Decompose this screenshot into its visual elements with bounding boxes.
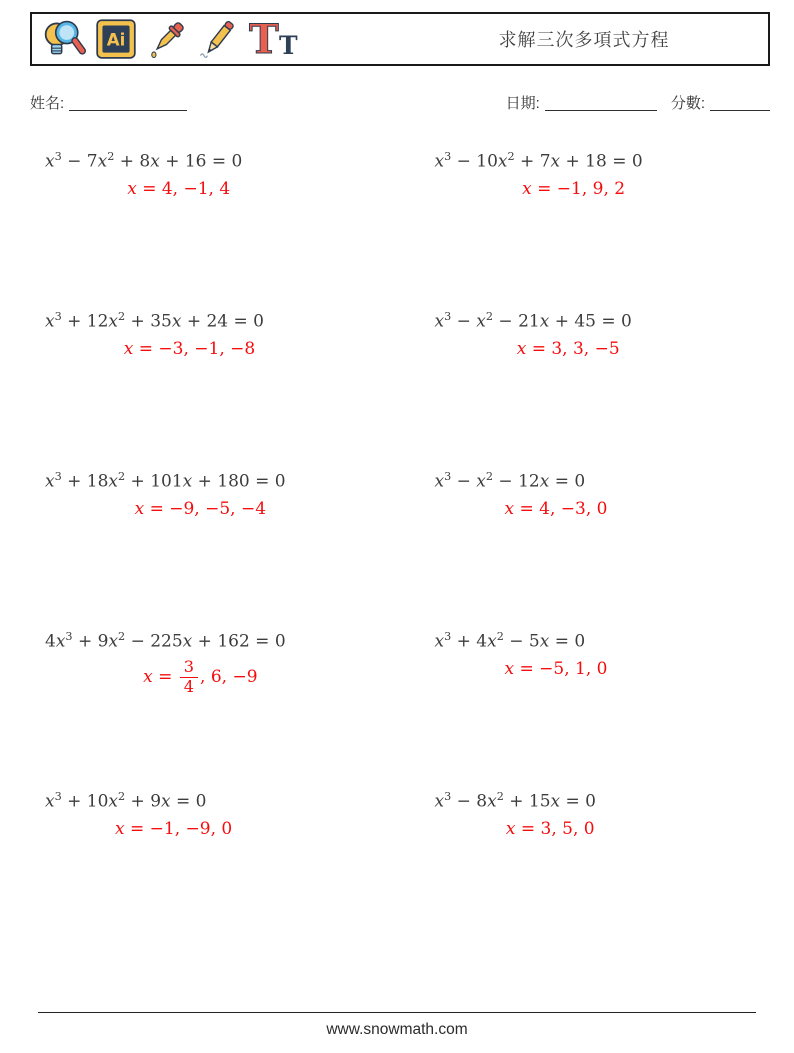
problem-cell — [45, 462, 411, 622]
footer-divider — [38, 1012, 756, 1013]
equation: $x^3 - x^2 - 21x + 45 = 0$ — [434, 310, 632, 332]
problem — [45, 310, 264, 359]
date-label: 日期: — [505, 95, 540, 112]
equation: $x^3 - 7x^2 + 8x + 16 = 0$ — [45, 150, 243, 172]
page-title: 求解三次多項式方程 — [498, 30, 670, 50]
problems-grid — [45, 142, 776, 942]
answer: x = −9, −5, −4 — [134, 498, 267, 519]
equation: $x^3 + 12x^2 + 35x + 24 = 0$ — [45, 310, 264, 332]
answer: x = 3, 3, −5 — [516, 338, 620, 359]
svg-text:T: T — [249, 17, 279, 61]
answer: x = $\frac{3}{4}$ , 6, −9 — [143, 656, 258, 696]
title-wrap — [400, 14, 768, 64]
answer: x = −3, −1, −8 — [123, 338, 256, 359]
svg-text:Ai: Ai — [106, 30, 126, 50]
problem-cell — [411, 462, 777, 622]
search-lightbulb-icon — [42, 17, 86, 61]
problem — [435, 310, 632, 359]
text-tool-icon — [248, 17, 302, 61]
equation: $x^3 + 4x^2 - 5x = 0$ — [434, 630, 586, 652]
problem-cell — [45, 142, 411, 302]
header-toolbar — [32, 14, 400, 64]
score-blank-line — [710, 97, 770, 111]
date-blank-line — [545, 97, 657, 111]
problem-cell — [411, 142, 777, 302]
equation: $x^3 + 18x^2 + 101x + 180 = 0$ — [45, 470, 286, 492]
problem — [435, 790, 597, 839]
ai-logo-icon — [95, 18, 137, 60]
fraction: $\frac{3}{4}$ — [180, 659, 198, 696]
svg-text:T: T — [279, 31, 298, 60]
equation: $x^3 - x^2 - 12x = 0$ — [434, 470, 586, 492]
footer-url: www.snowmath.com — [326, 1021, 468, 1038]
equation: $x^3 - 10x^2 + 7x + 18 = 0$ — [434, 150, 643, 172]
problem-cell — [45, 302, 411, 462]
eyedropper-icon — [146, 18, 188, 60]
name-field — [30, 92, 187, 113]
date-field — [506, 92, 657, 113]
date-score-group — [506, 92, 770, 113]
problem — [435, 630, 608, 679]
answer: x = 3, 5, 0 — [505, 818, 595, 839]
equation: $x^3 + 10x^2 + 9x = 0$ — [45, 790, 207, 812]
problem-cell — [411, 302, 777, 462]
problem-cell — [411, 622, 777, 782]
equation: $4x^3 + 9x^2 - 225x + 162 = 0$ — [45, 630, 286, 652]
pencil-icon — [197, 18, 239, 60]
answer: x = 4, −1, 4 — [127, 178, 231, 199]
fields-row — [30, 92, 770, 113]
name-label: 姓名: — [30, 95, 65, 112]
score-label: 分數: — [670, 95, 705, 112]
answer: x = −1, 9, 2 — [522, 178, 626, 199]
problem-cell — [45, 782, 411, 942]
problem — [45, 150, 242, 199]
problem — [45, 630, 286, 696]
problem — [45, 790, 232, 839]
problem-cell — [411, 782, 777, 942]
equation: $x^3 - 8x^2 + 15x = 0$ — [434, 790, 596, 812]
problem — [45, 470, 286, 519]
problem — [435, 150, 643, 199]
problem — [435, 470, 608, 519]
problem-cell — [45, 622, 411, 782]
answer: x = 4, −3, 0 — [504, 498, 608, 519]
header-box — [30, 12, 770, 66]
answer: x = −1, −9, 0 — [115, 818, 233, 839]
answer: x = −5, 1, 0 — [504, 658, 608, 679]
score-field — [671, 92, 770, 113]
name-blank-line — [69, 97, 187, 111]
